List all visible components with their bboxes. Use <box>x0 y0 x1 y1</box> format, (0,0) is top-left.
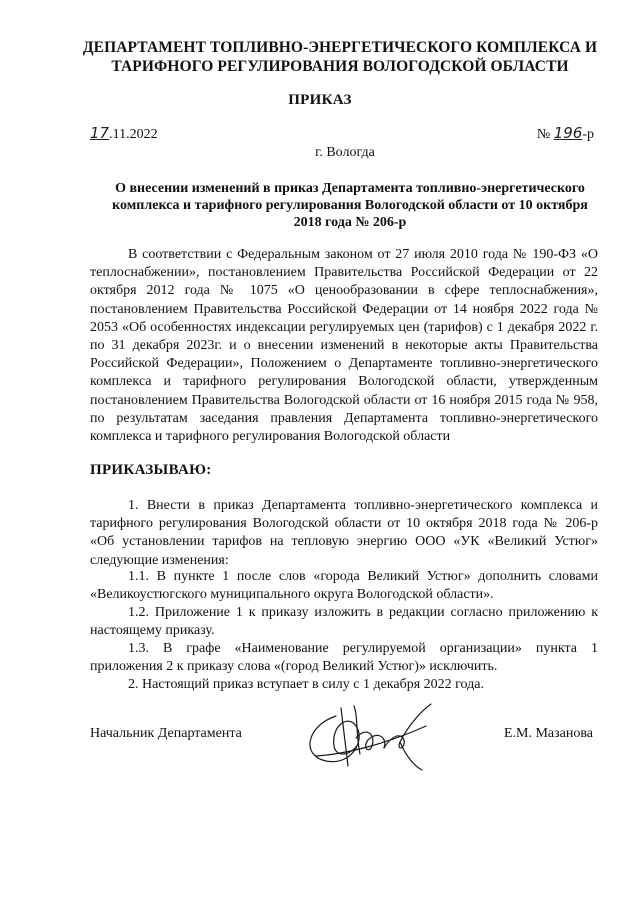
handwritten-day: 17 <box>90 124 110 142</box>
number-prefix: № <box>536 127 551 142</box>
order-subject: О внесении изменений в приказ Департамента топливно-энергетического комплекса и тарифного регулирования Вологодской области от 10 октября 2018 года № 206-р <box>112 181 588 230</box>
document-type-title: ПРИКАЗ <box>288 92 352 108</box>
item-2: 2. Настоящий приказ вступает в силу с 1 декабря 2022 года. <box>128 677 484 692</box>
city-line: г. Вологда <box>315 145 375 160</box>
preamble-paragraph: В соответствии с Федеральным законом от 27 июля 2010 года № 190-ФЗ «О теплоснабжении», постановлением Правительства Российской Федерации от 22 октября 2012 года № 1075 «О ценообразовании в сфере теплоснабжения», постановлением Правительства Российской Федерации от 14 ноября 2022 года № 2053 «Об особенностях индексации регулируемых цен (тарифов) с 1 декабря 2022 г. по 31 декабря 2023г. и о внесении изменений в некоторые акты Правительства Российской Федерации», Положением о Департаменте топливно-энергетического комплекса и тарифного регулирования Вологодской области, утвержденным постановлением Правительства Вологодской области от 16 ноября 2015 года № 958, по результатам заседания правления Департамента топливно-энергетического комплекса и тарифного регулирования Вологодской области <box>90 247 598 445</box>
department-header: ДЕПАРТАМЕНТ ТОПЛИВНО-ЭНЕРГЕТИЧЕСКОГО КОМПЛЕКСА И ТАРИФНОГО РЕГУЛИРОВАНИЯ ВОЛОГОДСКОЙ ОБЛАСТИ <box>82 39 598 75</box>
date-rest: .11.2022 <box>109 127 158 142</box>
item-1: 1. Внести в приказ Департамента топливно-энергетического комплекса и тарифного регулирования Вологодской области от 10 октября 2018 года № 206-р «Об установлении тарифов на тепловую энергию ООО «УК «Великий Устюг» следующие изменения: <box>90 498 598 568</box>
signatory-name: Е.М. Мазанова <box>503 726 593 741</box>
item-1-2: 1.2. Приложение 1 к приказу изложить в редакции согласно приложению к настоящему приказу. <box>90 605 598 639</box>
order-date <box>90 124 158 143</box>
handwritten-number: 196 <box>553 124 583 142</box>
order-word: ПРИКАЗЫВАЮ: <box>90 462 212 478</box>
signatory-position: Начальник Департамента <box>90 726 242 741</box>
handwritten-signature <box>296 696 446 776</box>
number-suffix: -р <box>582 127 594 142</box>
item-1-1: 1.1. В пункте 1 после слов «города Великий Устюг» дополнить словами «Великоустюгского муниципального округа Вологодской области». <box>90 569 598 603</box>
item-1-3: 1.3. В графе «Наименование регулируемой организации» пункта 1 приложения 2 к приказу слова «(город Великий Устюг)» исключить. <box>90 641 598 675</box>
order-number <box>537 124 594 143</box>
